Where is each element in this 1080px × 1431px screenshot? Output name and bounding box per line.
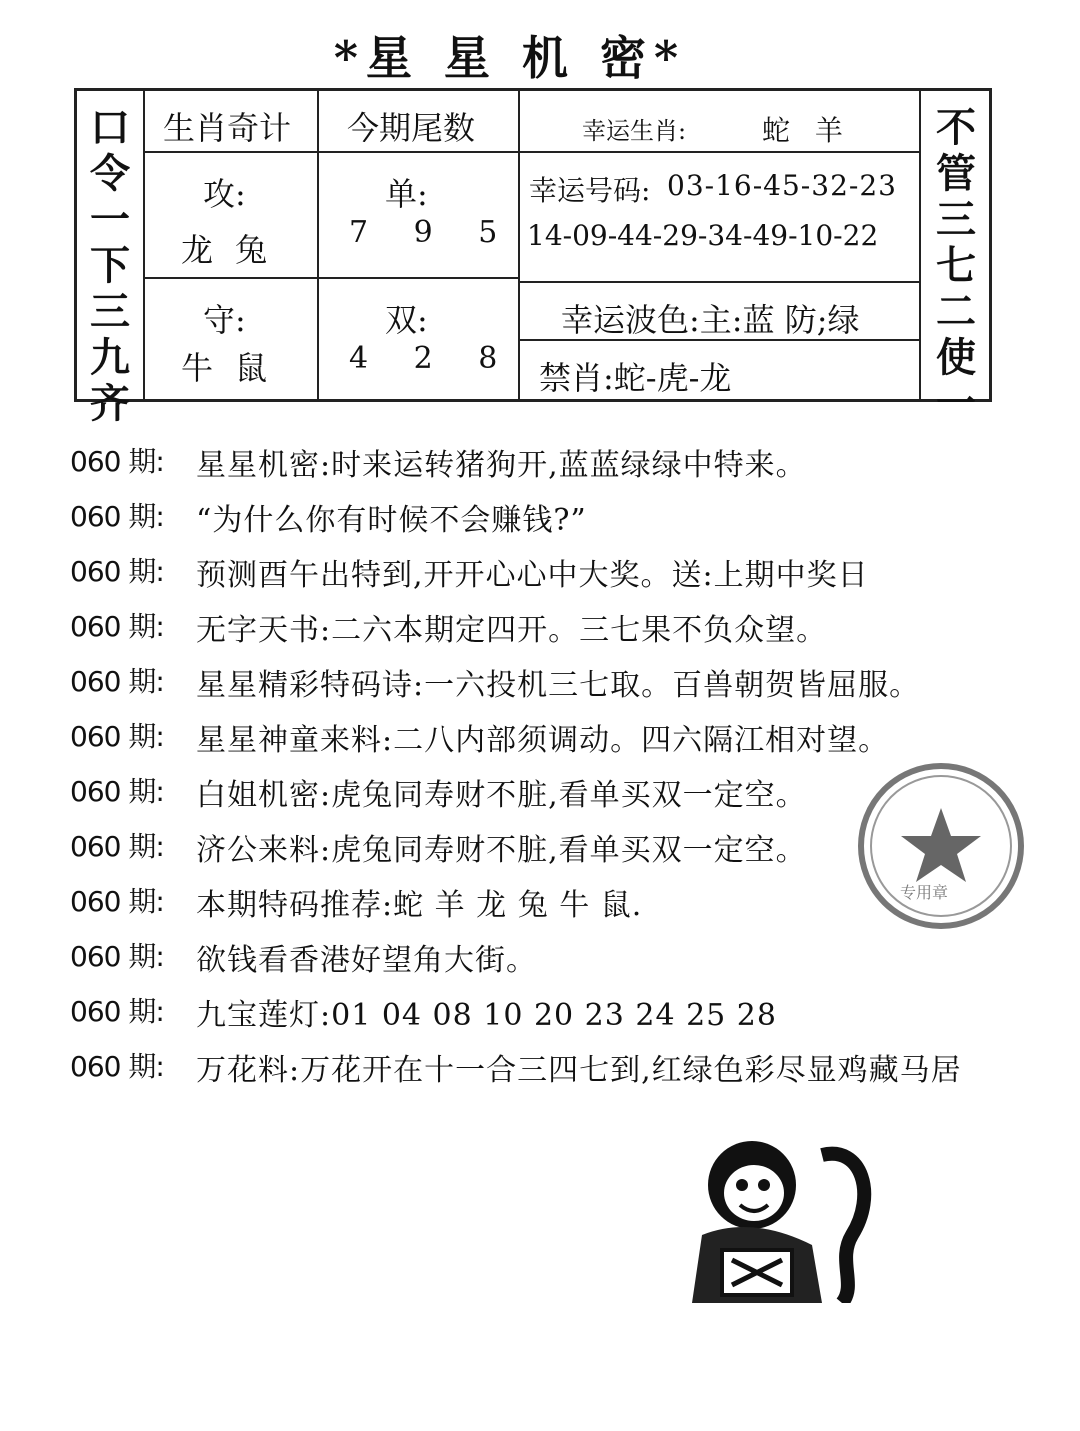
lucky-numbers-row1: 03-16-45-32-23 (667, 169, 897, 202)
issue-prefix: 060 期: (70, 775, 164, 808)
defend-label: 守: (203, 301, 246, 339)
issue-prefix: 060 期: (70, 720, 164, 753)
divider (919, 91, 921, 399)
col1-header: 生肖奇计 (163, 109, 292, 147)
banned-zodiac: 禁肖:蛇-虎-龙 (539, 359, 732, 397)
stamp-subtext: 专用章 (900, 883, 949, 902)
lucky-numbers-label: 幸运号码: (529, 174, 651, 207)
divider (518, 281, 919, 283)
issue-prefix: 060 期: (70, 885, 164, 918)
prediction-text: 无字天书:二六本期定四开。三七果不负众望。 (196, 613, 828, 648)
issue-prefix: 060 期: (70, 830, 164, 863)
prediction-text: 济公来料:虎兔同寿财不脏,看单买双一定空。 (196, 833, 807, 868)
prediction-text: 九宝莲灯:01 04 08 10 20 23 24 25 28 (196, 998, 777, 1033)
issue-prefix: 060 期: (70, 1050, 164, 1083)
odd-label: 单: (385, 175, 428, 213)
left-slogan: 口令一下三九齐 (90, 104, 130, 427)
divider (143, 91, 145, 399)
issue-prefix: 060 期: (70, 995, 164, 1028)
prediction-line (70, 495, 1070, 550)
divider (143, 151, 919, 153)
lucky-numbers-row2: 14-09-44-29-34-49-10-22 (527, 219, 879, 252)
divider (317, 91, 319, 399)
col2-header: 今期尾数 (347, 109, 476, 147)
right-slogan: 不管三七二使一 (936, 104, 976, 427)
divider (518, 91, 520, 399)
prediction-text: 白姐机密:虎兔同寿财不脏,看单买双一定空。 (196, 778, 807, 813)
issue-prefix: 060 期: (70, 665, 164, 698)
prediction-line (70, 990, 1070, 1045)
issue-prefix: 060 期: (70, 500, 164, 533)
attack-value: 龙 兔 (181, 231, 274, 269)
odd-value: 7 9 5 (349, 215, 516, 250)
prediction-line (70, 1045, 1070, 1100)
prediction-text: 欲钱看香港好望角大街。 (196, 943, 537, 978)
even-label: 双: (385, 301, 428, 339)
seal-stamp (855, 760, 1027, 932)
divider (143, 277, 518, 279)
issue-prefix: 060 期: (70, 555, 164, 588)
attack-label: 攻: (203, 175, 246, 213)
issue-prefix: 060 期: (70, 610, 164, 643)
lucky-zodiac-value: 蛇 羊 (762, 114, 851, 147)
prediction-line (70, 550, 1070, 605)
issue-prefix: 060 期: (70, 940, 164, 973)
prediction-text: 本期特码推荐:蛇 羊 龙 兔 牛 鼠. (196, 888, 643, 923)
lucky-color: 幸运波色:主:蓝 防;绿 (561, 301, 860, 339)
prediction-line (70, 605, 1070, 660)
prediction-text: 万花料:万花开在十一合三四七到,红绿色彩尽显鸡藏马居 (196, 1053, 962, 1088)
even-value: 4 2 8 (349, 341, 516, 376)
prediction-text: “为什么你有时候不会赚钱?” (196, 503, 587, 538)
info-table (74, 88, 992, 427)
monkey-illustration (672, 1135, 882, 1303)
prediction-text: 星星精彩特码诗:一六投机三七取。百兽朝贺皆屈服。 (196, 668, 921, 703)
prediction-line (70, 440, 1070, 495)
issue-prefix: 060 期: (70, 445, 164, 478)
page-title: *星 星 机 密* (333, 31, 687, 85)
prediction-text: 星星机密:时来运转猪狗开,蓝蓝绿绿中特来。 (196, 448, 807, 483)
lucky-zodiac-label: 幸运生肖: (582, 117, 687, 145)
prediction-line (70, 935, 1070, 990)
prediction-text: 预测酉午出特到,开开心心中大奖。送:上期中奖日 (196, 558, 869, 593)
prediction-text: 星星神童来料:二八内部须调动。四六隔江相对望。 (196, 723, 890, 758)
prediction-line (70, 660, 1070, 715)
defend-value: 牛 鼠 (181, 349, 274, 387)
